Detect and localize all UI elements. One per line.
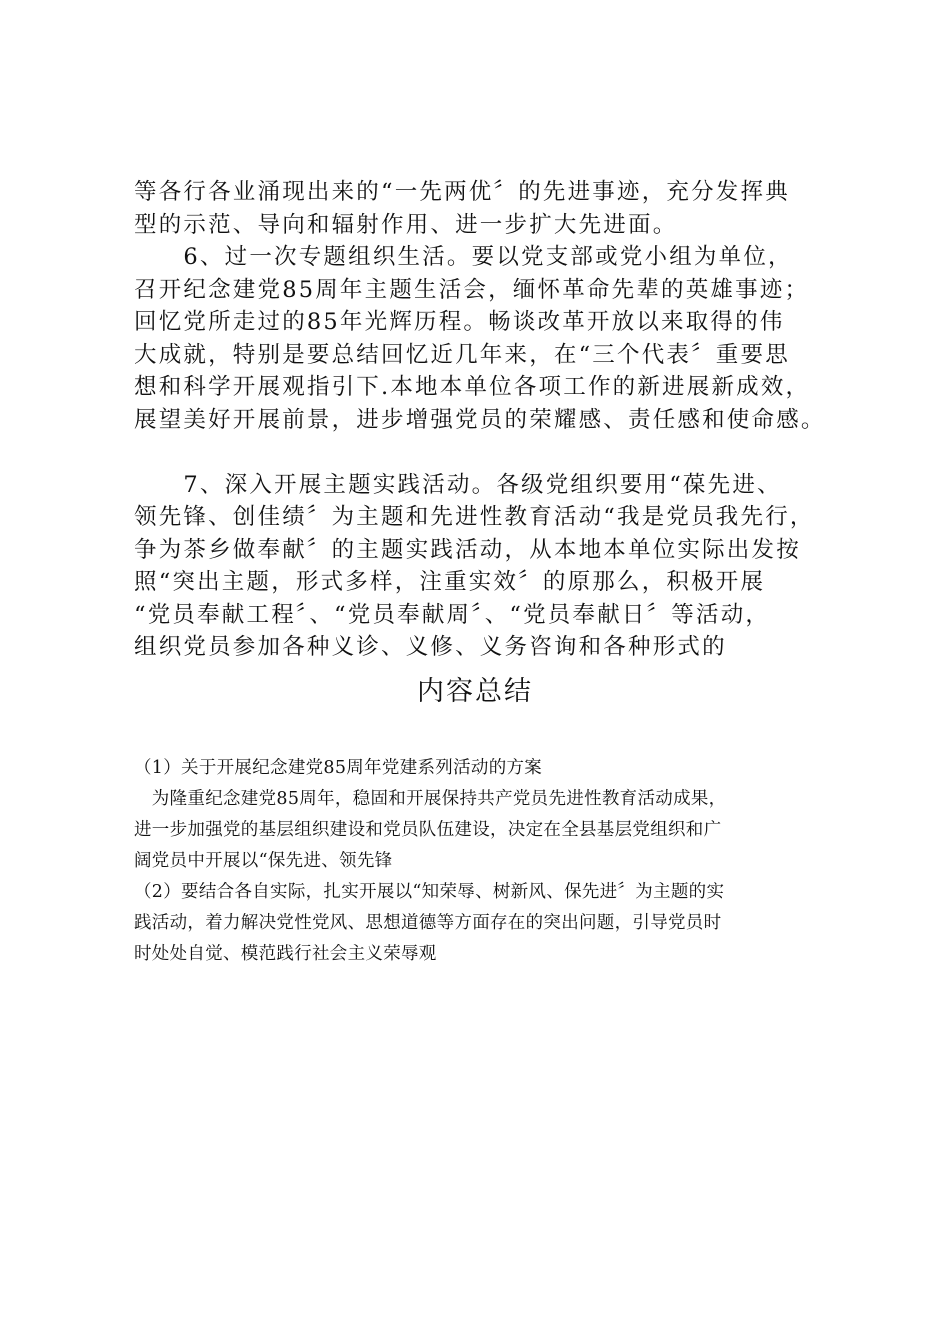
summary-line: 践活动，着力解决党性党风、思想道德等方面存在的突出问题，引导党员时 xyxy=(134,913,722,933)
body-line: 回忆党所走过的85年光辉历程。畅谈改革开放以来取得的伟 xyxy=(134,309,785,335)
body-line: “党员奉献工程〞、“党员奉献周〞、“党员奉献日〞等活动， xyxy=(134,601,771,628)
body-line: 争为茶乡做奉献〞的主题实践活动，从本地本单位实际出发按 xyxy=(134,536,801,563)
body-line: 展望美好开展前景，进步增强党员的荣耀感、责任感和使命感。 xyxy=(134,406,826,433)
body-line: 7、深入开展主题实践活动。各级党组织要用“葆先进、 xyxy=(134,471,782,498)
paragraph-gap xyxy=(134,436,839,469)
body-line: 组织党员参加各种义诊、义修、义务咨询和各种形式的 xyxy=(134,634,727,660)
body-line: 等各行各业涌现出来的“一先两优〞的先进事迹，充分发挥典 xyxy=(134,179,790,205)
summary-text xyxy=(134,753,824,970)
summary-line: 进一步加强党的基层组织建设和党员队伍建设，决定在全县基层党组织和广 xyxy=(134,820,722,840)
body-line: 领先锋、创佳绩〞为主题和先进性教育活动“我是党员我先行， xyxy=(134,504,815,530)
body-line: 召开纪念建党85周年主题生活会，缅怀革命先辈的英雄事迹； xyxy=(134,276,810,303)
summary-line: （2）要结合各自实际，扎实开展以“知荣辱、树新风、保先进〞为主题的实 xyxy=(134,882,725,902)
body-line: 型的示范、导向和辐射作用、进一步扩大先进面。 xyxy=(134,211,678,238)
body-line: 想和科学开展观指引下.本地本单位各项工作的新进展新成效， xyxy=(134,374,811,400)
body-line: 6、过一次专题组织生活。要以党支部或党小组为单位， xyxy=(134,244,793,270)
summary-title: 内容总结 xyxy=(417,676,533,707)
summary-line: （1）关于开展纪念建党85周年党建系列活动的方案 xyxy=(134,758,543,778)
summary-line: 时处处自觉、模范践行社会主义荣辱观 xyxy=(134,944,437,964)
body-text xyxy=(134,176,839,664)
body-line: 照“突出主题，形式多样，注重实效〞的原那么，积极开展 xyxy=(134,569,766,595)
body-line: 大成就，特别是要总结回忆近几年来，在“三个代表〞重要思 xyxy=(134,341,790,368)
summary-line: 阔党员中开展以“保先进、领先锋 xyxy=(134,851,393,871)
summary-line: 为隆重纪念建党85周年，稳固和开展保持共产党员先进性教育活动成果， xyxy=(134,789,727,809)
